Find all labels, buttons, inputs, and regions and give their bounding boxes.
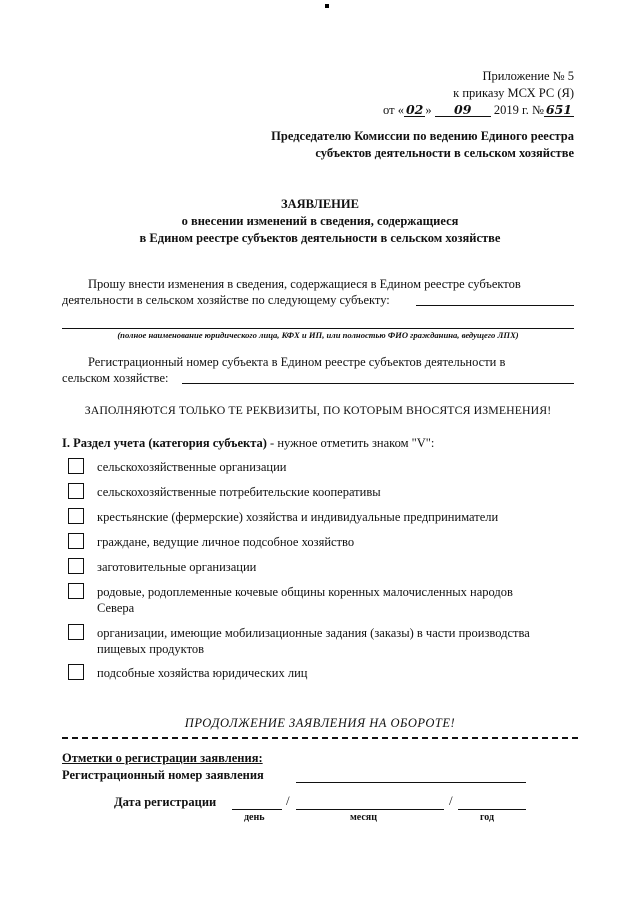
category-checkbox[interactable]	[68, 583, 84, 599]
order-month-handwritten: 09	[435, 103, 491, 117]
subject-name-field[interactable]	[416, 293, 574, 306]
fill-notice: ЗАПОЛНЯЮТСЯ ТОЛЬКО ТЕ РЕКВИЗИТЫ, ПО КОТОРЫМ ВНОСЯТСЯ ИЗМЕНЕНИЯ!	[84, 403, 552, 417]
day-caption: день	[244, 812, 265, 823]
category-checkbox[interactable]	[68, 508, 84, 524]
category-checkbox[interactable]	[68, 664, 84, 680]
section-heading: I. Раздел учета (категория субъекта) - нужное отметить знаком "V":	[62, 436, 435, 450]
appendix-number: Приложение № 5	[482, 69, 574, 83]
date-month-field[interactable]	[296, 809, 444, 810]
registration-marks-title: Отметки о регистрации заявления:	[62, 751, 263, 765]
addressee: Председателю Комиссии по ведению Единого реестра субъектов деятельности в сельском хозяйстве	[271, 129, 574, 160]
category-checkbox[interactable]	[68, 483, 84, 499]
date-separator: /	[449, 793, 453, 808]
date-day-field[interactable]	[232, 809, 282, 810]
appendix-header	[383, 68, 574, 119]
appendix-date-line: от « 02 » 09 2019 г. № 651	[383, 102, 572, 117]
request-paragraph: Прошу внести изменения в сведения, содержащиеся в Едином реестре субъектов деятельности в сельском хозяйстве по следующему субъекту:	[62, 276, 574, 308]
category-checkbox[interactable]	[68, 558, 84, 574]
appendix-order-ref: к приказу МСХ РС (Я)	[453, 86, 574, 100]
order-number-handwritten: 651	[545, 102, 572, 117]
title-main: ЗАЯВЛЕНИЕ	[281, 197, 359, 211]
year-caption: год	[480, 812, 495, 823]
application-number-label: Регистрационный номер заявления	[62, 768, 264, 782]
continue-note: ПРОДОЛЖЕНИЕ ЗАЯВЛЕНИЯ НА ОБОРОТЕ!	[184, 716, 456, 730]
date-separator: /	[286, 793, 290, 808]
subject-name-line[interactable]	[62, 328, 574, 329]
subject-registration-number-field[interactable]	[182, 371, 574, 384]
category-checkbox[interactable]	[68, 458, 84, 474]
category-checkbox[interactable]	[68, 533, 84, 549]
order-day-handwritten: 02	[405, 102, 424, 117]
document-title: ЗАЯВЛЕНИЕ о внесении изменений в сведения, содержащиеся в Едином реестре субъектов деятельности в сельском хозяйстве	[60, 196, 580, 247]
registration-paragraph: Регистрационный номер субъекта в Едином реестре субъектов деятельности в сельском хозяйстве:	[62, 354, 574, 386]
scan-dot	[325, 4, 329, 8]
application-number-field[interactable]	[296, 782, 526, 783]
subject-name-note: (полное наименование юридического лица, КФХ и ИП, или полностью ФИО гражданина, ведущего ЛПХ)	[117, 330, 519, 340]
registration-date-label: Дата регистрации	[114, 795, 217, 809]
category-checkbox[interactable]	[68, 624, 84, 640]
application-form-page: Приложение № 5 к приказу МСХ РС (Я) от « 02 » 09 2019 г. № 651 Председателю Комиссии по ведению Единого реестра субъектов деятельности в сельском хозяйстве ЗАЯВЛЕНИЕ о внесении изменений в сведения, содержащиеся в Едином реестре субъектов деятельности в сельском хозяйстве Прошу внести изменения в сведения, содержащиеся в Едином реестре субъектов деятельности в сельском хозяйстве по следующему субъекту: (полное наименование юридического лица, КФХ и ИП, или полностью ФИО гражданина, ведущего ЛПХ) Регистрационный номер субъекта в Едином реестре субъектов деятельности в сельском хозяйстве: ЗАПОЛНЯЮТСЯ ТОЛЬКО ТЕ РЕКВИЗИТЫ, ПО КОТОРЫМ ВНОСЯТСЯ ИЗМЕНЕНИЯ! I. Раздел учета (категория субъекта) - нужное отметить знаком "V": сельскохозяйственные организации сельскохозяйственные потребительские кооперативы крестьянские (фермерские) хозяйства и индивидуальные предприниматели граждане, ведущие личное подсобное хозяйство заготовительные организации родовые, родоплеменные кочевые общины коренных малочисленных народов Севера организации, имеющие мобилизационные задания (заказы) в части производства пищевых продуктов подсобные хозяйства юридических лиц ПРОДОЛЖЕНИЕ ЗАЯВЛЕНИЯ НА ОБОРОТЕ! Отметки о регистрации заявления: Регистрационный номер заявления Дата регистрации / / день месяц год	[0, 0, 640, 905]
date-year-field[interactable]	[458, 809, 526, 810]
cut-line	[62, 737, 578, 739]
month-caption: месяц	[350, 812, 377, 823]
